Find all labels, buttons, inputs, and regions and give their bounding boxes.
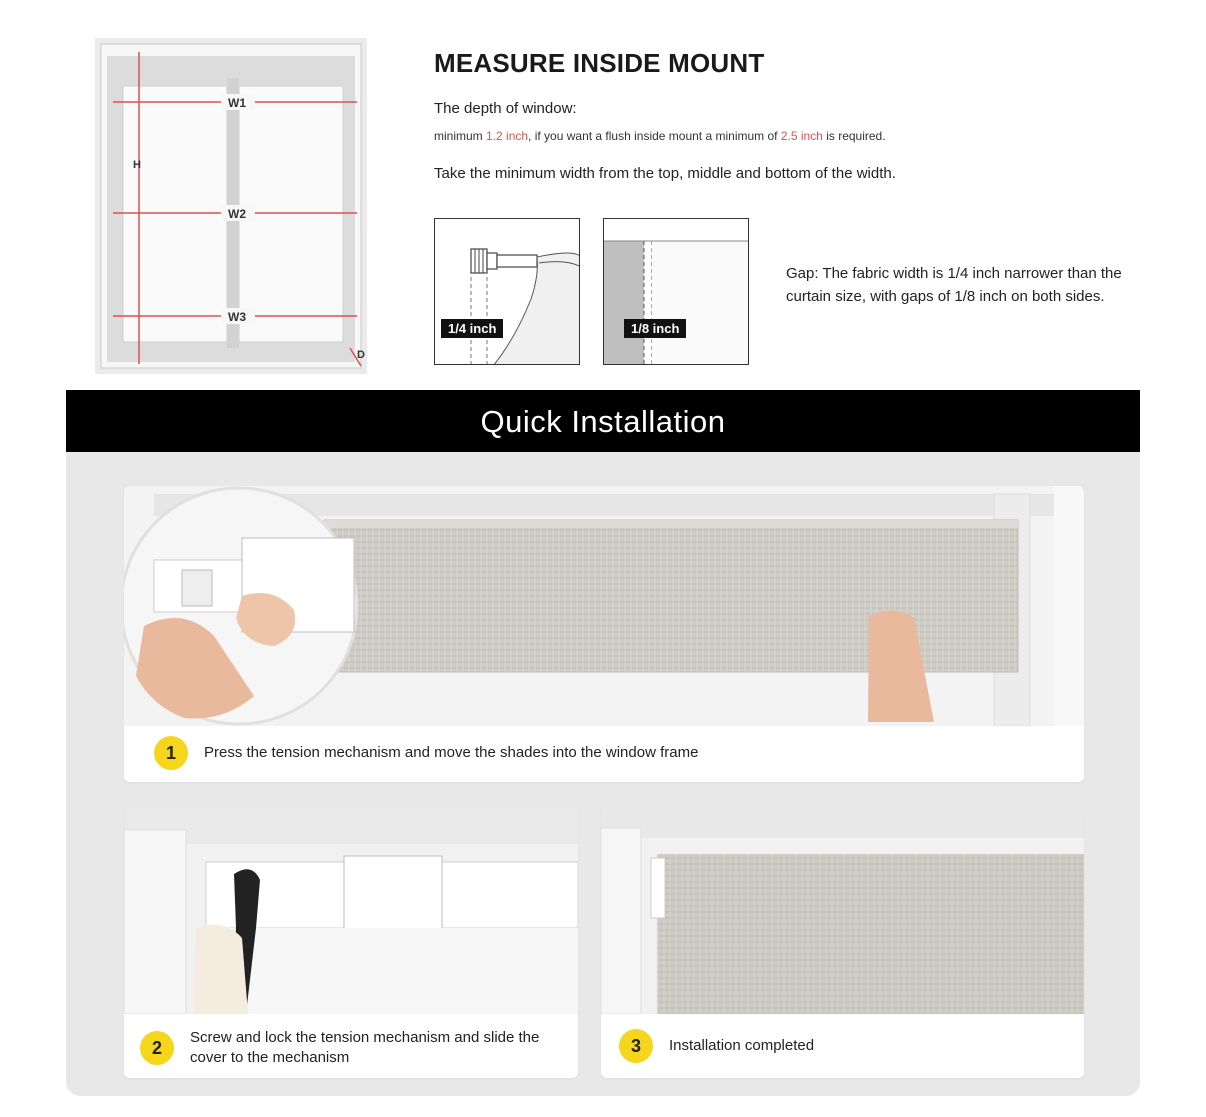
step-3: [619, 1029, 814, 1063]
step-2: [140, 1028, 570, 1068]
installation-title: Quick Installation: [480, 404, 726, 439]
step-3-card: [601, 808, 1084, 1078]
step-2-card: [124, 808, 578, 1078]
gap-label-eighth-inch: 1/8 inch: [624, 319, 686, 338]
step-2-badge: 2: [140, 1031, 174, 1065]
d-label: D: [357, 349, 365, 361]
step-3-illustration: [601, 808, 1084, 1014]
gap-diagram-eighth-inch: [603, 218, 749, 365]
h-label: H: [133, 159, 141, 171]
depth-label: The depth of window:: [434, 100, 577, 117]
step-1-text: Press the tension mechanism and move the shades into the window frame: [204, 744, 699, 761]
width-note: Take the minimum width from the top, middle and bottom of the width.: [434, 165, 896, 182]
step-1-illustration: [124, 486, 1084, 726]
w2-label: W2: [228, 207, 246, 221]
window-measure-diagram: [95, 38, 367, 374]
min-depth-value: 1.2 inch: [486, 129, 529, 143]
depth-detail-text-2: , if you want a flush inside mount a minimum of: [528, 129, 781, 143]
depth-detail-text-1: minimum: [434, 129, 487, 143]
flush-depth-value: 2.5 inch: [780, 129, 823, 143]
w1-label: W1: [228, 96, 246, 110]
depth-detail-text-3: is required.: [822, 129, 886, 143]
measure-heading: MEASURE INSIDE MOUNT: [434, 48, 765, 78]
gap-diagram-quarter-inch: [434, 218, 580, 365]
step-2-illustration: [124, 808, 578, 1014]
step-1-badge: 1: [154, 736, 188, 770]
gap-label-quarter-inch: 1/4 inch: [441, 319, 503, 338]
step-2-text: Screw and lock the tension mechanism and slide the cover to the mechanism: [190, 1029, 540, 1066]
step-1: [154, 736, 698, 770]
depth-detail: [434, 129, 886, 143]
installation-banner: [66, 390, 1140, 452]
w3-label: W3: [228, 310, 246, 324]
step-1-card: [124, 486, 1084, 782]
step-3-badge: 3: [619, 1029, 653, 1063]
step-3-text: Installation completed: [669, 1037, 815, 1054]
gap-note: Gap: The fabric width is 1/4 inch narrower than the curtain size, with gaps of 1/8 inch on both sides.: [786, 265, 1122, 305]
